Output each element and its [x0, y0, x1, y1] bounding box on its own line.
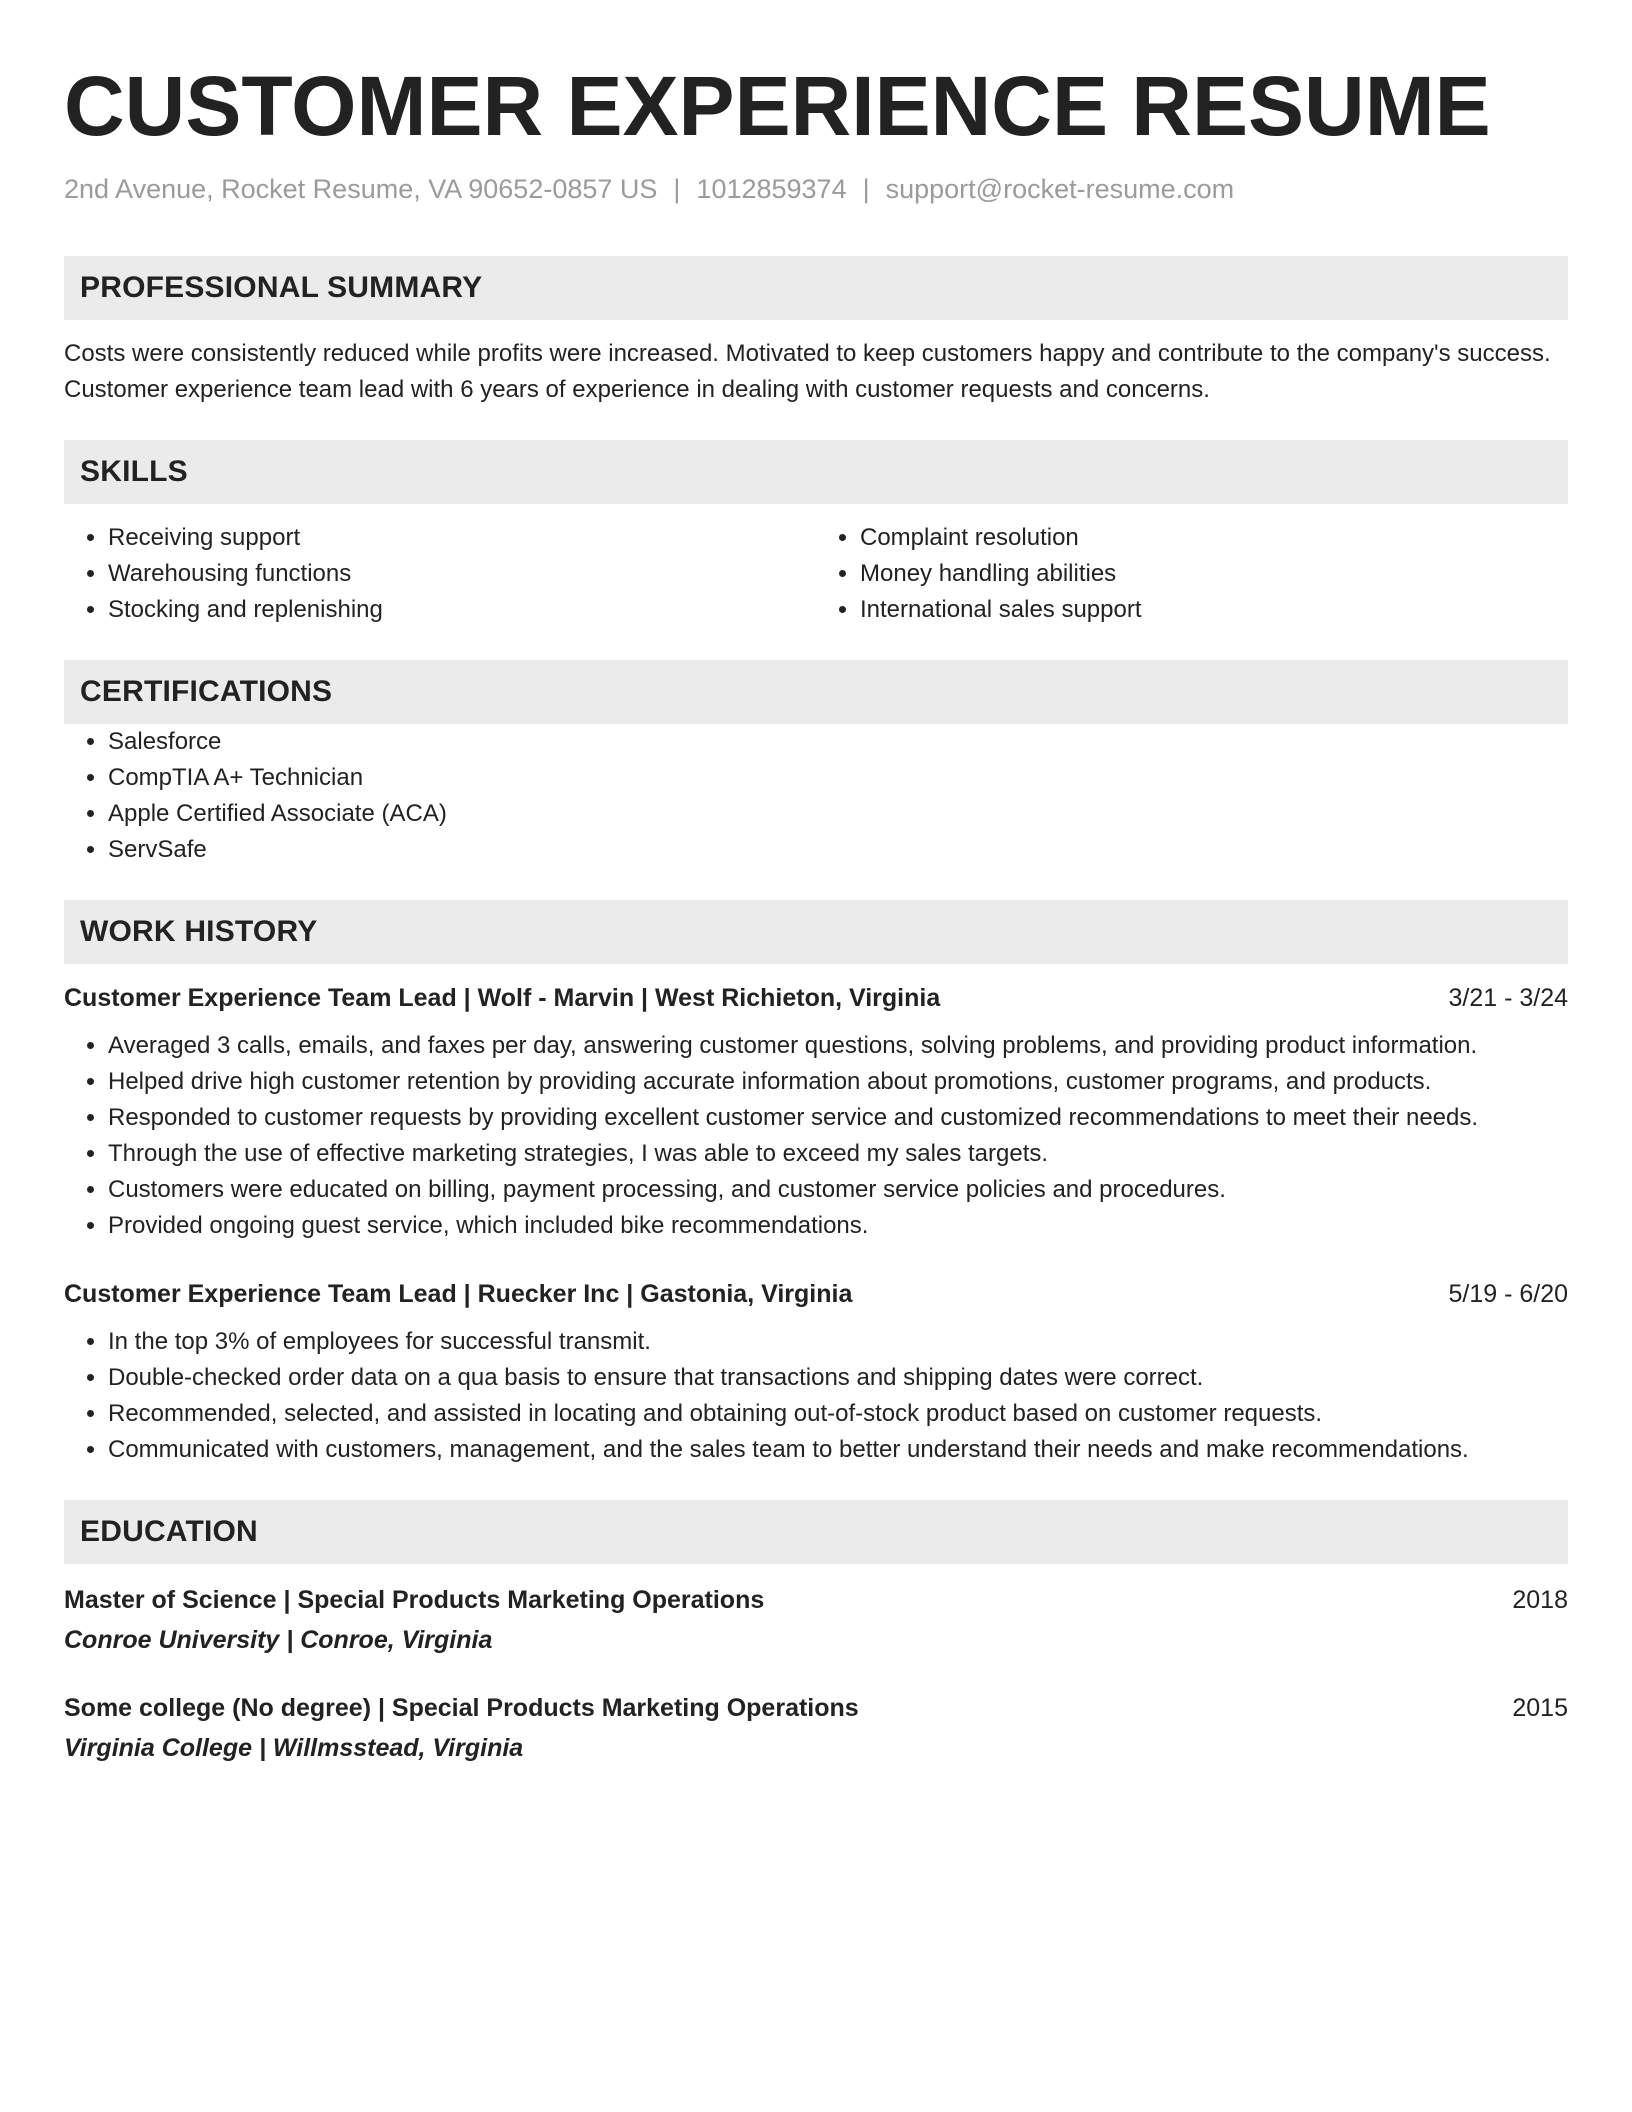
job-bullet: • Averaged 3 calls, emails, and faxes per day, answering customer questions, solving problems, and providing product information.	[108, 1028, 1568, 1064]
skill-item: • Stocking and replenishing	[108, 592, 816, 628]
skill-item: • Money handling abilities	[860, 556, 1568, 592]
section-header-education: EDUCATION	[64, 1500, 1568, 1564]
job-dates: 5/19 - 6/20	[1448, 1280, 1568, 1308]
job-entry	[64, 980, 1568, 1244]
job-heading-row	[64, 980, 1568, 1016]
job-bullet: • In the top 3% of employees for successful transmit.	[108, 1324, 1568, 1360]
job-heading: Customer Experience Team Lead | Wolf - Marvin | West Richieton, Virginia	[64, 984, 941, 1012]
job-bullets	[64, 1324, 1568, 1468]
job-bullet: • Through the use of effective marketing strategies, I was able to exceed my sales targets.	[108, 1136, 1568, 1172]
job-bullets	[64, 1028, 1568, 1244]
skills-list-right	[816, 520, 1568, 628]
education-year: 2018	[1512, 1586, 1568, 1614]
skill-item: • International sales support	[860, 592, 1568, 628]
section-header-certifications: CERTIFICATIONS	[64, 660, 1568, 724]
job-bullet: • Provided ongoing guest service, which included bike recommendations.	[108, 1208, 1568, 1244]
education-school: Conroe University | Conroe, Virginia	[64, 1626, 493, 1654]
certification-item: • Apple Certified Associate (ACA)	[108, 796, 1568, 832]
contact-email: support@rocket-resume.com	[885, 174, 1235, 204]
job-bullet: • Helped drive high customer retention by providing accurate information about promotions, customer programs, and products.	[108, 1064, 1568, 1100]
certification-item: • Salesforce	[108, 724, 1568, 760]
job-bullet: • Responded to customer requests by providing excellent customer service and customized recommendations to meet their needs.	[108, 1100, 1568, 1136]
job-bullet: • Communicated with customers, management, and the sales team to better understand their needs and make recommendations.	[108, 1432, 1568, 1468]
education-entry	[64, 1582, 1568, 1658]
education-entry	[64, 1690, 1568, 1766]
contact-line	[64, 172, 1568, 206]
job-entry	[64, 1276, 1568, 1468]
job-heading-row	[64, 1276, 1568, 1312]
skill-item: • Complaint resolution	[860, 520, 1568, 556]
skills-grid	[64, 520, 1568, 628]
skills-list-left	[64, 520, 816, 628]
contact-separator: |	[673, 174, 681, 204]
job-bullet: • Customers were educated on billing, payment processing, and customer service policies and procedures.	[108, 1172, 1568, 1208]
education-heading-row	[64, 1582, 1568, 1618]
contact-address: 2nd Avenue, Rocket Resume, VA 90652-0857 US	[64, 174, 658, 204]
education-degree: Some college (No degree) | Special Products Marketing Operations	[64, 1694, 859, 1722]
skills-column-right	[816, 520, 1568, 628]
job-dates: 3/21 - 3/24	[1448, 984, 1568, 1012]
education-year: 2015	[1512, 1694, 1568, 1722]
certification-item: • ServSafe	[108, 832, 1568, 868]
section-header-skills: SKILLS	[64, 440, 1568, 504]
education-school: Virginia College | Willmsstead, Virginia	[64, 1734, 524, 1762]
job-bullet: • Recommended, selected, and assisted in locating and obtaining out-of-stock product based on customer requests.	[108, 1396, 1568, 1432]
skills-column-left	[64, 520, 816, 628]
job-bullet: • Double-checked order data on a qua basis to ensure that transactions and shipping dates were correct.	[108, 1360, 1568, 1396]
resume-title: CUSTOMER EXPERIENCE RESUME	[64, 59, 1491, 153]
job-heading: Customer Experience Team Lead | Ruecker Inc | Gastonia, Virginia	[64, 1280, 853, 1308]
education-heading-row	[64, 1690, 1568, 1726]
certification-item: • CompTIA A+ Technician	[108, 760, 1568, 796]
skill-item: • Warehousing functions	[108, 556, 816, 592]
contact-separator: |	[862, 174, 870, 204]
contact-phone: 1012859374	[696, 174, 847, 204]
certifications-list	[64, 724, 1568, 868]
section-header-summary: PROFESSIONAL SUMMARY	[64, 256, 1568, 320]
education-degree: Master of Science | Special Products Marketing Operations	[64, 1586, 765, 1614]
section-header-work-history: WORK HISTORY	[64, 900, 1568, 964]
summary-text: Costs were consistently reduced while profits were increased. Motivated to keep customers happy and contribute to the company's success. Customer experience team lead with 6 years of experience in dealing with customer requests and concerns.	[64, 340, 1551, 403]
skill-item: • Receiving support	[108, 520, 816, 556]
